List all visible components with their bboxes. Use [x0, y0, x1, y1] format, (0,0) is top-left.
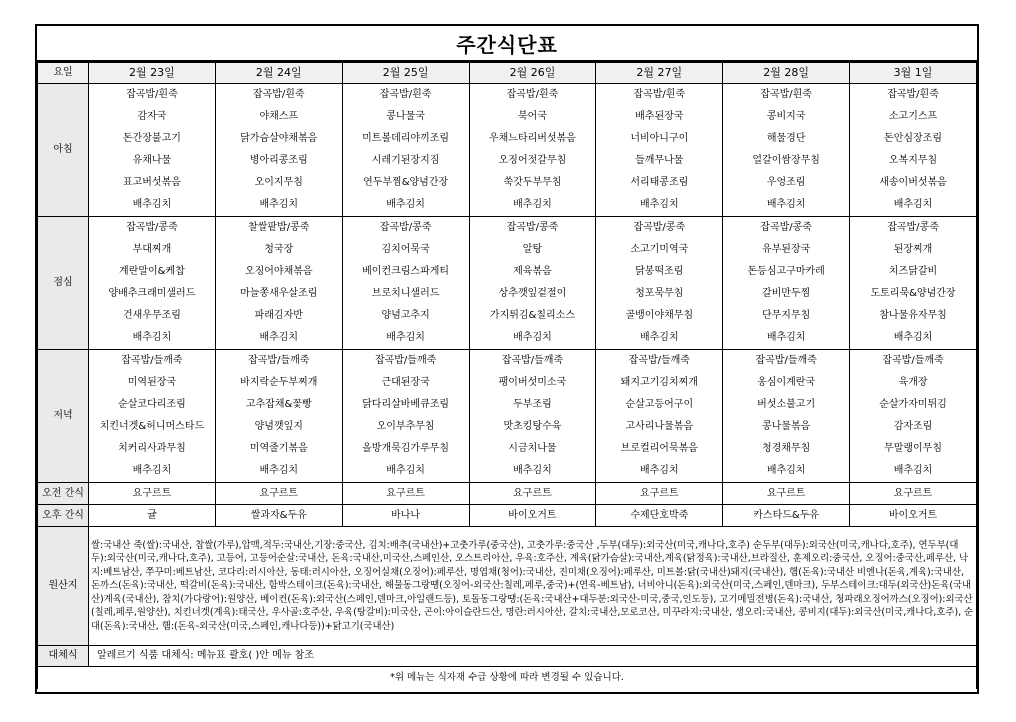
breakfast-label: 아침: [38, 84, 89, 217]
menu-item: 배추김치: [723, 194, 850, 217]
date-cell: 2월 26일: [469, 63, 596, 84]
menu-item: 미역된장국: [89, 372, 216, 394]
menu-item: 잡곡밥/콩죽: [469, 217, 596, 240]
breakfast-row: [38, 106, 977, 128]
menu-item: 오복지무침: [850, 150, 977, 172]
breakfast-row: [38, 172, 977, 194]
menu-item: 양배추크래미샐러드: [89, 283, 216, 305]
menu-item: 시레기된장지짐: [342, 150, 469, 172]
menu-item: 오징어젓갈무침: [469, 150, 596, 172]
menu-item: 배추김치: [850, 194, 977, 217]
menu-item: 배추김치: [89, 194, 216, 217]
menu-item: 우엉조림: [723, 172, 850, 194]
menu-item: 잡곡밥/들깨죽: [469, 350, 596, 373]
menu-item: 미트볼데리야끼조림: [342, 128, 469, 150]
pm-snack-label: 오후 간식: [38, 505, 89, 527]
menu-item: 잡곡밥/콩죽: [596, 217, 723, 240]
menu-item: 배추김치: [89, 460, 216, 483]
menu-item: 돼지고기김치찌개: [596, 372, 723, 394]
snack-item: 쌀과자&두유: [215, 505, 342, 527]
menu-item: 잡곡밥/들깨죽: [723, 350, 850, 373]
menu-item: 배추김치: [342, 327, 469, 350]
substitute-text: 알레르기 식품 대체식: 메뉴표 괄호( )안 메뉴 참조: [89, 646, 977, 667]
date-cell: 2월 24일: [215, 63, 342, 84]
menu-item: 잡곡밥/콩죽: [89, 217, 216, 240]
menu-item: 잡곡밥/흰죽: [723, 84, 850, 107]
menu-item: 오이지무침: [215, 172, 342, 194]
menu-item: 콩비지국: [723, 106, 850, 128]
menu-item: 새송이버섯볶음: [850, 172, 977, 194]
menu-item: 치커리사과무침: [89, 438, 216, 460]
menu-item: 소고기미역국: [596, 239, 723, 261]
date-cell: 2월 25일: [342, 63, 469, 84]
menu-item: 닭봉떡조림: [596, 261, 723, 283]
menu-item: 배추김치: [215, 460, 342, 483]
menu-item: 잡곡밥/흰죽: [850, 84, 977, 107]
menu-item: 콩나물볶음: [723, 416, 850, 438]
breakfast-row: [38, 128, 977, 150]
lunch-row: [38, 217, 977, 240]
menu-item: 고추잡채&꽃빵: [215, 394, 342, 416]
menu-item: 배추김치: [342, 194, 469, 217]
menu-item: 고사리나물볶음: [596, 416, 723, 438]
menu-table: [37, 62, 977, 689]
menu-item: 버섯소불고기: [723, 394, 850, 416]
menu-item: 배추김치: [850, 460, 977, 483]
menu-item: 배추된장국: [596, 106, 723, 128]
menu-item: 오이부추무침: [342, 416, 469, 438]
menu-item: 도토리묵&양념간장: [850, 283, 977, 305]
menu-item: 돈안심장조림: [850, 128, 977, 150]
snack-item: 요구르트: [342, 483, 469, 505]
snack-item: 수제단호박죽: [596, 505, 723, 527]
menu-item: 순살고등어구이: [596, 394, 723, 416]
menu-item: 올방개묵김가루무침: [342, 438, 469, 460]
origin-row: [38, 527, 977, 646]
lunch-row: [38, 261, 977, 283]
lunch-label: 점심: [38, 217, 89, 350]
lunch-row: [38, 283, 977, 305]
menu-item: 김치어묵국: [342, 239, 469, 261]
menu-item: 야채스프: [215, 106, 342, 128]
lunch-row: [38, 239, 977, 261]
menu-item: 유채나물: [89, 150, 216, 172]
origin-text: 쌀:국내산 죽(쌀):국내산, 찹쌀(가루),압맥,적두:국내산,기장:중국산, 김치:배추(국내산)+고춧가루(중국산), 고춧가루:중국산 ,두부(대두):외국산(미국,캐나다,호주) 순두부(대두):외국산(미국,캐나다,호주), 연두부(대두):외국산(미국,캐나다,호주), 고등어, 고등어순살:국내산, 돈육:국내산,미국산,스페인산, 오스트리아산, 우육:호주산, 계육(닭가슴살):국내산,계육(닭정육):국내산,브라질산, 훈제오리:중국산, 오징어:중국산,페루산, 낙지:베트남산, 쭈꾸미:베트남산, 코다리:러시아산, 동태:러시아산, 오징어실채(오징어):페루산, 명엽채(청어):국내산, 진미채(오징어):페루산, 미트볼:닭(국내산)돼지(국내산), 햄(돈육):국내산 비엔나(돈육,계육):국내산, 돈까스(돈육):국내산, 떡갈비(돈육):국내산, 함박스테이크(돈육):국내산, 해물동그랑땡(오징어-외국산:칠레,페루,중국)+(연육-베트남), 너비아니(돈육):외국산(미국,스페인,덴마크), 두부스테이크:대두(외국산)돈육(국내산)계육(국내산), 참치(가다랑어):원양산, 베이컨(돈육):외국산(스페인,덴마크,아일랜드등), 토돌동그랑땡:(돈육:국내산+대두분:외국산-미국,중국,인도등), 고기메밀전병(돈육):국내산, 청파래오징어까스(오징어):외국산(칠레,페루,원양산), 치킨너겟(계육):태국산, 우사골:호주산, 우육(탕갈비):미국산, 곤이:아이슬란드산, 명란:러시아산, 갈치:국내산,모로코산, 미꾸라지:국내산, 생오리:국내산, 콩비지(대두):외국산(미국,캐나다,호주), 순대(돈육):국내산, 햄:(돈육-외국산(미국,스페인,캐나다등))+닭고기(국내산): [89, 527, 977, 646]
snack-item: 요구르트: [89, 483, 216, 505]
menu-item: 제육볶음: [469, 261, 596, 283]
dinner-row: [38, 416, 977, 438]
menu-item: 계란말이&케찹: [89, 261, 216, 283]
menu-item: 무말랭이무침: [850, 438, 977, 460]
menu-item: 쑥갓두부무침: [469, 172, 596, 194]
menu-item: 잡곡밥/콩죽: [850, 217, 977, 240]
menu-item: 육개장: [850, 372, 977, 394]
snack-item: 요구르트: [469, 483, 596, 505]
menu-item: 바지락순두부찌개: [215, 372, 342, 394]
breakfast-row: [38, 150, 977, 172]
breakfast-row: [38, 194, 977, 217]
menu-item: 참나물유자무침: [850, 305, 977, 327]
menu-item: 잡곡밥/들깨죽: [215, 350, 342, 373]
menu-item: 단무지무침: [723, 305, 850, 327]
menu-item: 감자국: [89, 106, 216, 128]
menu-item: 배추김치: [215, 327, 342, 350]
menu-item: 건새우무조림: [89, 305, 216, 327]
dinner-row: [38, 372, 977, 394]
menu-item: 양념고추지: [342, 305, 469, 327]
menu-item: 브로치니샐러드: [342, 283, 469, 305]
menu-item: 닭가슴살야채볶음: [215, 128, 342, 150]
menu-item: 북어국: [469, 106, 596, 128]
snack-item: 요구르트: [723, 483, 850, 505]
dinner-row: [38, 438, 977, 460]
menu-item: 청경채무침: [723, 438, 850, 460]
menu-item: 얼갈이쌈장무침: [723, 150, 850, 172]
menu-item: 잡곡밥/들깨죽: [596, 350, 723, 373]
date-cell: 3월 1일: [850, 63, 977, 84]
snack-item: 요구르트: [596, 483, 723, 505]
dinner-row: [38, 394, 977, 416]
menu-item: 마늘쫑새우살조림: [215, 283, 342, 305]
menu-table-body: [38, 63, 977, 690]
menu-item: 가지튀김&칠리소스: [469, 305, 596, 327]
menu-item: 잡곡밥/흰죽: [469, 84, 596, 107]
menu-item: 잡곡밥/콩죽: [342, 217, 469, 240]
menu-item: 잡곡밥/들깨죽: [89, 350, 216, 373]
menu-item: 알탕: [469, 239, 596, 261]
menu-item: 두부조림: [469, 394, 596, 416]
menu-item: 배추김치: [469, 327, 596, 350]
substitute-row: [38, 646, 977, 667]
pm-snack-row: [38, 505, 977, 527]
menu-item: 순살코다리조림: [89, 394, 216, 416]
menu-item: 맛초킹탕수육: [469, 416, 596, 438]
menu-item: 서리태콩조림: [596, 172, 723, 194]
menu-item: 잡곡밥/흰죽: [215, 84, 342, 107]
menu-item: 치즈닭갈비: [850, 261, 977, 283]
breakfast-row: [38, 84, 977, 107]
date-cell: 2월 28일: [723, 63, 850, 84]
origin-label: 원산지: [38, 527, 89, 646]
notice-row: [38, 667, 977, 690]
menu-item: 배추김치: [469, 194, 596, 217]
menu-item: 갈비만두찜: [723, 283, 850, 305]
notice-text: *위 메뉴는 식자재 수급 상황에 따라 변경될 수 있습니다.: [38, 667, 977, 690]
am-snack-label: 오전 간식: [38, 483, 89, 505]
menu-item: 감자조림: [850, 416, 977, 438]
menu-item: 배추김치: [215, 194, 342, 217]
menu-item: 콩나물국: [342, 106, 469, 128]
menu-item: 베이컨크림스파게티: [342, 261, 469, 283]
menu-item: 오징어야채볶음: [215, 261, 342, 283]
menu-item: 된장찌개: [850, 239, 977, 261]
dinner-row: [38, 460, 977, 483]
menu-item: 잡곡밥/흰죽: [89, 84, 216, 107]
snack-item: 요구르트: [850, 483, 977, 505]
menu-item: 배추김치: [723, 460, 850, 483]
dinner-label: 저녁: [38, 350, 89, 483]
menu-item: 해물경단: [723, 128, 850, 150]
substitute-label: 대체식: [38, 646, 89, 667]
menu-item: 배추김치: [723, 327, 850, 350]
menu-item: 표고버섯볶음: [89, 172, 216, 194]
snack-item: 바나나: [342, 505, 469, 527]
menu-item: 연두부찜&양념간장: [342, 172, 469, 194]
menu-item: 배추김치: [342, 460, 469, 483]
menu-item: 들깨무나물: [596, 150, 723, 172]
menu-item: 근대된장국: [342, 372, 469, 394]
menu-item: 양념깻잎지: [215, 416, 342, 438]
menu-item: 잡곡밥/들깨죽: [342, 350, 469, 373]
menu-item: 잡곡밥/들깨죽: [850, 350, 977, 373]
menu-item: 파래김자반: [215, 305, 342, 327]
menu-item: 너비아니구이: [596, 128, 723, 150]
menu-item: 옹심이계란국: [723, 372, 850, 394]
menu-item: 부대찌개: [89, 239, 216, 261]
menu-sheet: [35, 24, 979, 694]
menu-item: 골뱅이야채무침: [596, 305, 723, 327]
header-row: [38, 63, 977, 84]
menu-item: 잡곡밥/콩죽: [723, 217, 850, 240]
menu-item: 닭다리살바베큐조림: [342, 394, 469, 416]
menu-item: 미역줄기볶음: [215, 438, 342, 460]
page-title: 주간식단표: [37, 26, 977, 62]
snack-item: 바이오거트: [850, 505, 977, 527]
menu-item: 유부된장국: [723, 239, 850, 261]
menu-item: 잡곡밥/흰죽: [596, 84, 723, 107]
date-cell: 2월 23일: [89, 63, 216, 84]
menu-item: 배추김치: [596, 194, 723, 217]
menu-item: 브로컬리어묵볶음: [596, 438, 723, 460]
menu-item: 소고기스프: [850, 106, 977, 128]
menu-item: 배추김치: [596, 327, 723, 350]
date-cell: 2월 27일: [596, 63, 723, 84]
lunch-row: [38, 327, 977, 350]
menu-item: 순살가자미튀김: [850, 394, 977, 416]
menu-item: 찰쌀팥밥/콩죽: [215, 217, 342, 240]
menu-item: 돈등심고구마카레: [723, 261, 850, 283]
am-snack-row: [38, 483, 977, 505]
menu-item: 배추김치: [596, 460, 723, 483]
menu-item: 우채느타리버섯볶음: [469, 128, 596, 150]
menu-item: 배추김치: [89, 327, 216, 350]
menu-item: 병아리콩조림: [215, 150, 342, 172]
snack-item: 카스타드&두유: [723, 505, 850, 527]
menu-item: 팽이버섯미소국: [469, 372, 596, 394]
menu-item: 잡곡밥/흰죽: [342, 84, 469, 107]
menu-item: 청국장: [215, 239, 342, 261]
menu-item: 배추김치: [469, 460, 596, 483]
day-label: 요일: [38, 63, 89, 84]
lunch-row: [38, 305, 977, 327]
snack-item: 바이오거트: [469, 505, 596, 527]
menu-item: 배추김치: [850, 327, 977, 350]
menu-item: 청포묵무침: [596, 283, 723, 305]
menu-item: 치킨너겟&허니머스타드: [89, 416, 216, 438]
snack-item: 귤: [89, 505, 216, 527]
menu-item: 상추깻잎겉절이: [469, 283, 596, 305]
menu-item: 시금치나물: [469, 438, 596, 460]
dinner-row: [38, 350, 977, 373]
snack-item: 요구르트: [215, 483, 342, 505]
menu-item: 돈간장불고기: [89, 128, 216, 150]
